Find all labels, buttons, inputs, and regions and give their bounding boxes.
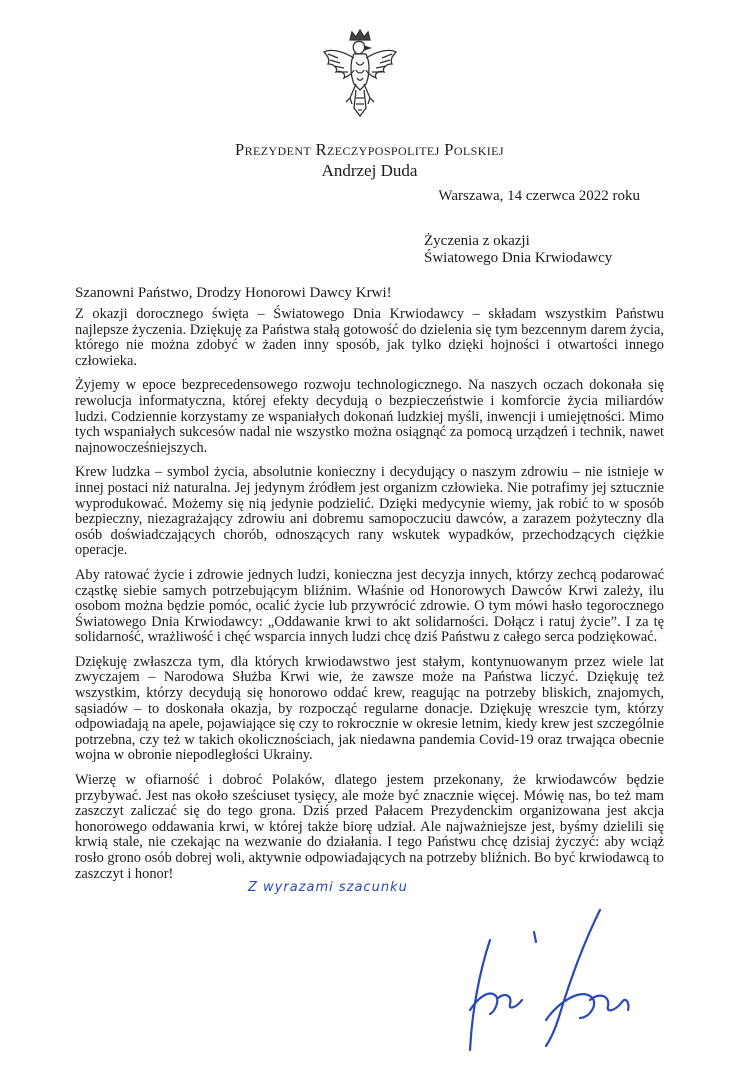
paragraph: Aby ratować życie i zdrowie jednych ludzi, konieczna jest decyzja innych, którzy zechcą podarować cząstkę siebie samych potrzebującym bliźnim. Właśnie od Honorowych Dawców Krwi zależy, ilu osobom można będzie pomóc, ocalić życie lub przywrócić zdrowie. O tym mówi hasło tegorocznego Światowego Dnia Krwiodawcy: „Oddawanie krwi to akt solidarności. Dołącz i ratuj życie”. I za tę solidarność, wrażliwość i chęć wsparcia innych ludzi chcę dziś Państwu z całego serca podziękować. — [75, 566, 664, 646]
paragraph: Żyjemy w epoce bezprecedensowego rozwoju technologicznego. Na naszych oczach dokonała się rewolucja informatyczna, której efekty decydują o bezpieczeństwie i komforcie życia miliardów ludzi. Codziennie korzystamy ze wspaniałych dokonań ludzkiej myśli, inwencji i umiejętności. Mimo tych wspaniałych sukcesów nadal nie wszystko można osiągnąć za pomocą urządzeń i technik, nawet najnowocześniejszych. — [75, 377, 664, 456]
handwritten-signature-icon — [450, 900, 640, 1060]
letter-date: Warszawa, 14 czerwca 2022 roku — [438, 188, 640, 204]
paragraph: Wierzę w ofiarność i dobroć Polaków, dlatego jestem przekonany, że krwiodawców będzie przybywać. Jest nas około sześciuset tysięcy, ale może być znacznie więcej. Mówię nas, bo też mam zaszczyt zaliczać się do tego grona. Dziś przed Pałacem Prezydenckim organizowana jest akcja honorowego oddawania krwi, w której także biorę udział. Ale najważniejsze jest, byśmy dzielili się krwią stale, nie czekając na wezwanie do działania. I tego Państwu chcę dzisiaj życzyć: aby wciąż rosło grono osób dobrej woli, aktywnie odpowiadających na potrzeby bliźnich. Bo być krwiodawcą to zaszczyt i honor! — [75, 772, 664, 882]
paragraph: Dziękuję zwłaszcza tym, dla których krwiodawstwo jest stałym, kontynuowanym przez wiele lat zwyczajem – Narodowa Służba Krwi wie, że zawsze może na Państwa liczyć. Dziękuję też wszystkim, którzy decydują się honorowo oddać krew, reagując na potrzeby bliskich, znajomych, sąsiadów – to doskonała okazja, by rozpocząć regularne donacje. Dziękuję wreszcie tym, którzy odpowiadają na apele, pojawiające się czy to rokrocznie w okresie letnim, kiedy krew jest szczególnie potrzebna, czy też w takich okolicznościach, jak niedawna pandemia Covid-19 oraz trwająca obecnie wojna w obronie niepodległości Ukrainy. — [75, 653, 664, 764]
paragraph: Z okazji dorocznego święta – Światowego Dnia Krwiodawcy – składam wszystkim Państwu najlepsze życzenia. Dziękuję za Państwa stałą gotowość do dzielenia się tym bezcennym darem życia, którego nie można zdobyć w żaden inny sposób, jak tylko dzięki hojności i otwartości innego człowieka. — [75, 306, 664, 369]
salutation: Szanowni Państwo, Drodzy Honorowi Dawcy Krwi! — [75, 285, 392, 301]
subject-line-2: Światowego Dnia Krwiodawcy — [424, 250, 613, 266]
letter-subject — [424, 233, 612, 267]
subject-line-1: Życzenia z okazji — [424, 233, 530, 249]
paragraph: Krew ludzka – symbol życia, absolutnie konieczny i decydujący o naszym zdrowiu – nie istnieje w innej postaci niż naturalna. Jej jedynym źródłem jest organizm człowieka. Nie potrafimy jej sztucznie wyprodukować. Możemy się nią jedynie podzielić. Dzięki medycynie wiemy, jak robić to w sposób bezpieczny, niezagrażający zdrowiu ani dobremu samopoczuciu dawców, a zarazem pożyteczny dla osób doświadczających chorób, odnoszących rany wskutek wypadków, przechodzących ciężkie operacje. — [75, 464, 664, 559]
handwritten-closing: Z wyrazami szacunku — [248, 880, 408, 895]
white-eagle-emblem-icon — [320, 26, 400, 122]
office-title: Prezydent Rzeczypospolitej Polskiej — [235, 140, 504, 159]
president-name: Andrzej Duda — [321, 161, 418, 180]
letter-body — [75, 307, 664, 891]
